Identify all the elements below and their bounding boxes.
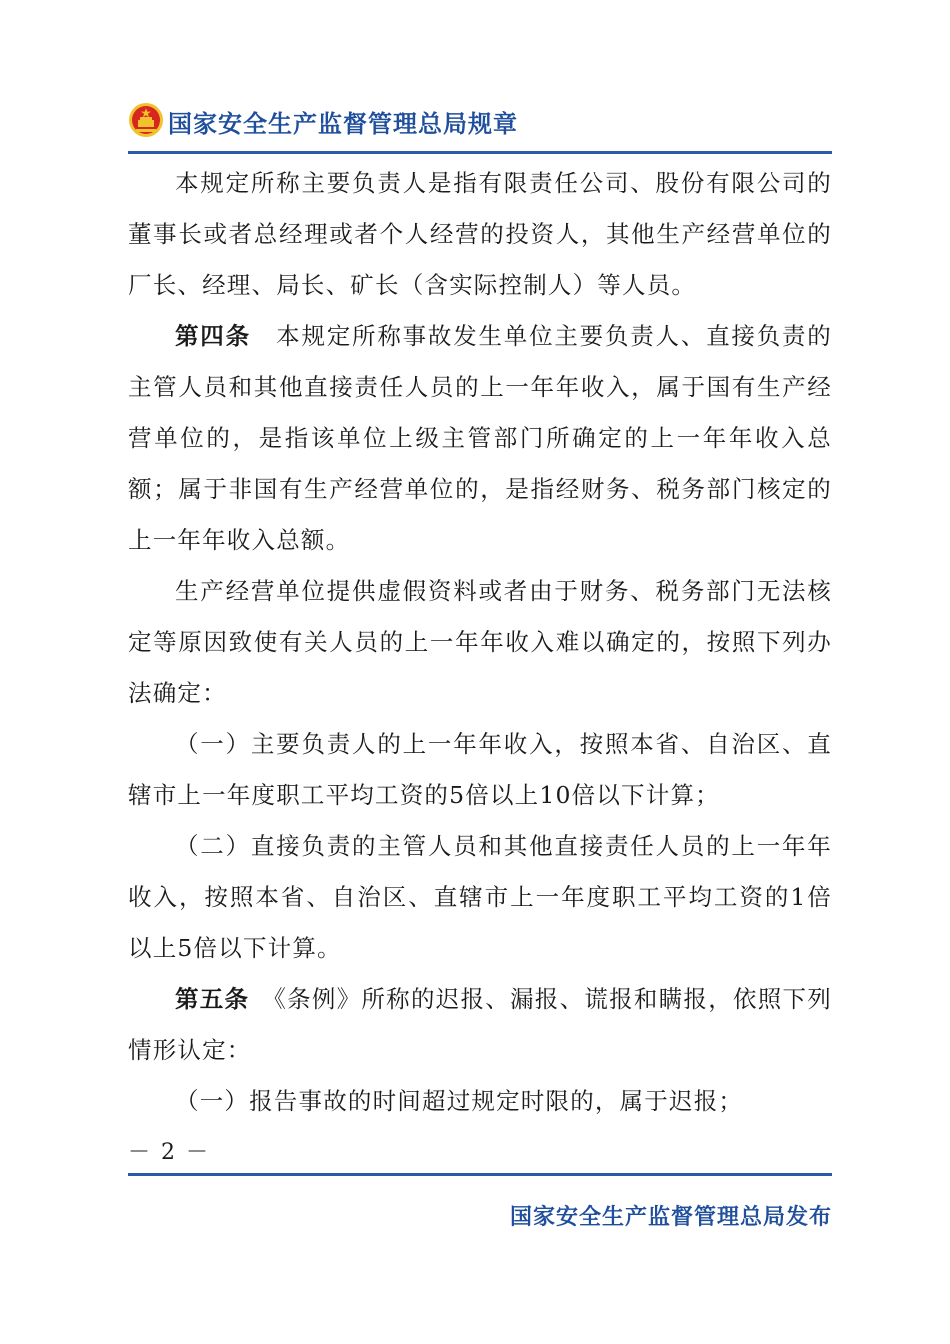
header-title: 国家安全生产监督管理总局规章	[168, 110, 518, 138]
paragraph-text: （一）主要负责人的上一年年收入，按照本省、自治区、直辖市上一年度职工平均工资的5倍以上10倍以下计算；	[128, 730, 832, 809]
paragraph	[128, 719, 832, 821]
paragraph	[128, 974, 832, 1076]
document-header	[128, 100, 828, 144]
paragraph	[128, 158, 832, 311]
paragraph	[128, 1076, 832, 1127]
paragraph	[128, 821, 832, 974]
paragraph-text: 本规定所称主要负责人是指有限责任公司、股份有限公司的董事长或者总经理或者个人经营的投资人，其他生产经营单位的厂长、经理、局长、矿长（含实际控制人）等人员。	[128, 169, 832, 299]
paragraph-text: 生产经营单位提供虚假资料或者由于财务、税务部门无法核定等原因致使有关人员的上一年年收入难以确定的，按照下列办法确定：	[128, 577, 832, 707]
paragraph-text: 《条例》所称的迟报、漏报、谎报和瞒报，依照下列情形认定：	[128, 985, 832, 1064]
footer-publisher: 国家安全生产监督管理总局发布	[509, 1205, 832, 1230]
article-lead: 第五条	[175, 985, 250, 1013]
page-number: － 2 －	[128, 1140, 210, 1165]
paragraph	[128, 311, 832, 566]
paragraph-text: （一）报告事故的时间超过规定时限的，属于迟报；	[175, 1087, 744, 1115]
footer-divider	[128, 1173, 832, 1176]
national-emblem-icon	[128, 102, 164, 138]
article-lead: 第四条	[175, 322, 251, 350]
paragraph-text: （二）直接负责的主管人员和其他直接责任人员的上一年年收入，按照本省、自治区、直辖市上一年度职工平均工资的1倍以上5倍以下计算。	[128, 832, 832, 962]
paragraph-text: 本规定所称事故发生单位主要负责人、直接负责的主管人员和其他直接责任人员的上一年年收入，属于国有生产经营单位的，是指该单位上级主管部门所确定的上一年年收入总额；属于非国有生产经营单位的，是指经财务、税务部门核定的上一年年收入总额。	[128, 322, 832, 554]
paragraph	[128, 566, 832, 719]
document-body	[128, 158, 832, 1127]
header-divider	[128, 151, 832, 154]
